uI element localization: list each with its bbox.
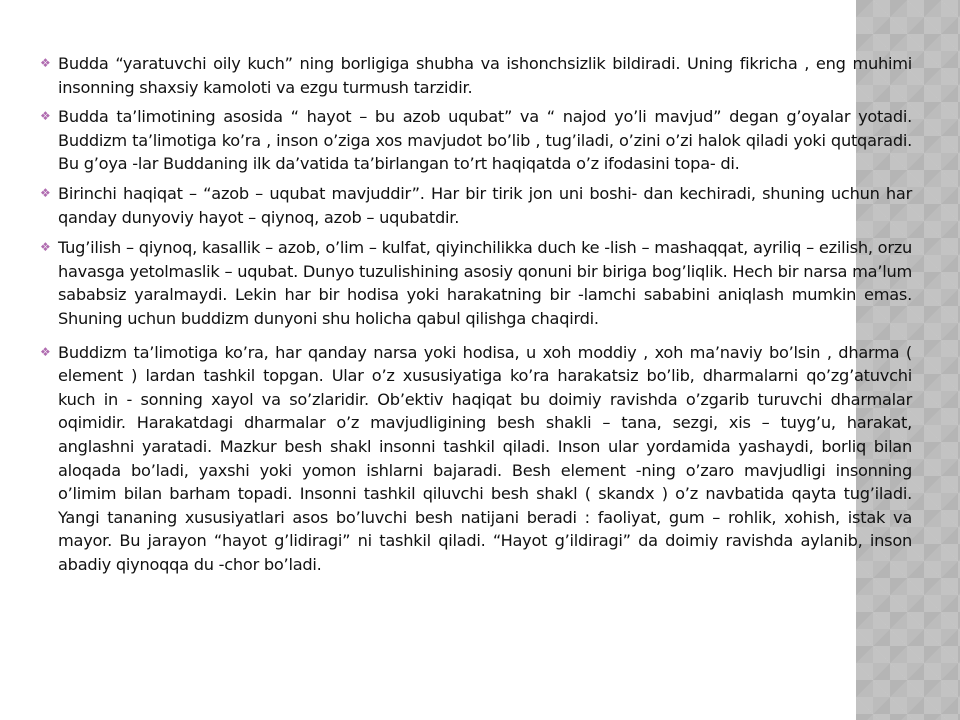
paragraph-text: Birinchi haqiqat – “azob – uqubat mavjuddir”. Har bir tirik jon uni boshi- dan kechiradi, shuning uchun har qanday dunyoviy hayot – qiynoq, azob – uqubatdir. (58, 183, 912, 227)
diamond-bullet-icon: ❖ (40, 56, 51, 70)
bullet-paragraph (40, 341, 912, 577)
diamond-bullet-icon: ❖ (40, 109, 51, 124)
paragraph-text: Budda ta’limotining asosida “ hayot – bu azob uqubat” va “ najod yo’li mavjud” degan g’oyalar yotadi. Buddizm ta’limotiga ko’ra , inson o’ziga xos mavjudot bo’lib , tug’iladi, o’zini o’zi halok qiladi yoki qutqaradi. Bu g’oya -lar Buddaning ilk da’vatida ta’birlangan to’rt haqiqatda o’z ifodasini topa- di. (58, 107, 912, 174)
diamond-bullet-icon: ❖ (40, 185, 51, 200)
paragraph-text: Budda “yaratuvchi oily kuch” ning borligiga shubha va ishonchsizlik bildiradi. Uning fikricha , eng muhimi insonning shaxsiy kamoloti va ezgu turmush tarzidir. (58, 54, 912, 97)
paragraph-text: Tug’ilish – qiynoq, kasallik – azob, o’lim – kulfat, qiyinchilikka duch ke -lish – mashaqqat, ayriliq – ezilish, orzu havasga yetolmaslik – uqubat. Dunyo tuzulishining asosiy qonuni bir biriga bog’liqlik. Hech bir narsa ma’lum sababsiz yaralmaydi. Lekin har bir hodisa yoki harakatning bir -lamchi sababini aniqlash mumkin emas. Shuning uchun buddizm dunyoni shu holicha qabul qilishga chaqirdi. (58, 238, 912, 328)
paragraph-text: Buddizm ta’limotiga ko’ra, har qanday narsa yoki hodisa, u xoh moddiy , xoh ma’naviy bo’lsin , dharma ( element ) lardan tashkil topgan. Ular o’z xususiyatiga ko’ra harakatsiz bo’lib, dharmalarni qo’zg’atuvchi kuch in - sonning xayol va so’zlaridir. Ob’ektiv haqiqat bu doimiy ravishda o’zgarib turuvchi dharmalar oqimidir. Harakatdagi dharmalar o’z mavjudligining besh shakli – tana, sezgi, xis – tuyg’u, harakat, anglashni yaratadi. Mazkur besh shakl insonni tashkil qiladi. Inson ular yordamida yashaydi, borliq bilan aloqada bo’ladi, yaxshi yoki yomon ishlarni bajaradi. Besh element -ning o’zaro mavjudligi insonning o’limim bilan barham topadi. Insonni tashkil qiluvchi besh shakl ( skandx ) o’z navbatida qayta tug’iladi. Yangi tananing xususiyatlari asos bo’luvchi besh natijani beradi : faoliyat, gum – rohlik, xohish, istak va mayor. Bu jarayon “hayot g’lidiragi” ni tashkil qiladi. “Hayot g’ildiragi” da doimiy ravishda aylanib, inson abadiy qiynoqqa du -chor bo’ladi. (58, 342, 912, 574)
diamond-bullet-icon: ❖ (40, 240, 51, 255)
bullet-paragraph (40, 105, 912, 176)
bullet-paragraph (40, 52, 912, 99)
bullet-paragraph (40, 182, 912, 229)
slide-body (40, 52, 912, 582)
bullet-paragraph (40, 236, 912, 330)
diamond-bullet-icon: ❖ (40, 344, 51, 359)
